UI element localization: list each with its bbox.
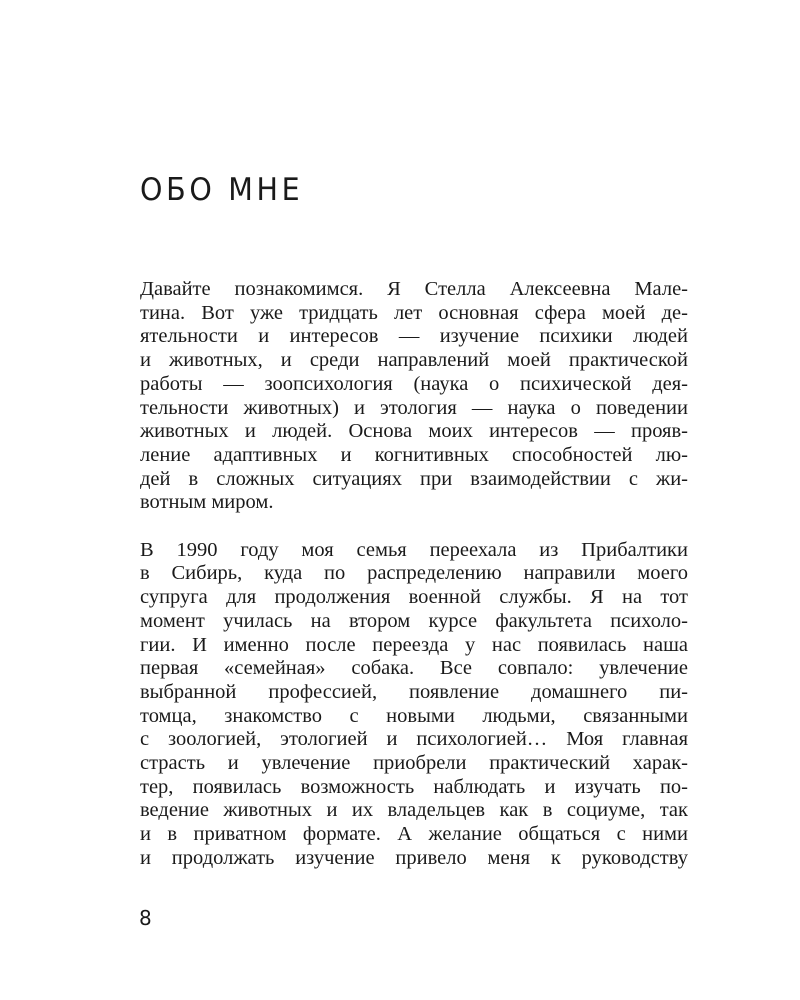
text-line: и животных, и среди направлений моей практической	[140, 349, 688, 372]
paragraph-2	[140, 539, 688, 871]
text-line: и продолжать изучение привело меня к руководству	[140, 846, 688, 869]
text-line: супруга для продолжения военной службы. Я на тот	[140, 586, 688, 609]
paragraph-1	[140, 278, 688, 515]
text-line: момент училась на втором курсе факультета психоло-	[140, 609, 688, 632]
text-line: ятельности и интересов — изучение психики людей	[140, 325, 688, 348]
text-line: Давайте познакомимся. Я Стелла Алексеевна Мале-	[140, 278, 688, 300]
text-line: тер, появилась возможность наблюдать и изучать по-	[140, 775, 688, 798]
text-line: работы — зоопсихология (наука о психической дея-	[140, 372, 688, 395]
page-number: 8	[139, 906, 152, 930]
text-line: томца, знакомство с новыми людьми, связанными	[140, 704, 688, 727]
text-line: животных и людей. Основа моих интересов — прояв-	[140, 420, 688, 443]
text-line: и в приватном формате. А желание общаться с ними	[140, 823, 688, 846]
text-line: дей в сложных ситуациях при взаимодействии с жи-	[140, 467, 688, 490]
text-line: вотным миром.	[140, 491, 274, 514]
text-line: ление адаптивных и когнитивных способностей лю-	[140, 443, 688, 466]
text-line: в Сибирь, куда по распределению направили моего	[140, 562, 688, 585]
text-line: выбранной профессией, появление домашнего пи-	[140, 680, 688, 703]
text-line: тина. Вот уже тридцать лет основная сфера моей де-	[140, 301, 688, 324]
page-title: ОБО МНЕ	[140, 172, 304, 208]
body-text	[140, 278, 688, 894]
text-line: с зоологией, этологией и психологией… Моя главная	[140, 728, 688, 751]
text-line: страсть и увлечение приобрели практический харак-	[140, 752, 688, 775]
text-line: первая «семейная» собака. Все совпало: увлечение	[140, 657, 688, 680]
text-line: тельности животных) и этология — наука о поведении	[140, 396, 688, 419]
text-line: гии. И именно после переезда у нас появилась наша	[140, 633, 688, 656]
text-line: В 1990 году моя семья переехала из Прибалтики	[140, 538, 688, 561]
text-line: ведение животных и их владельцев как в социуме, так	[140, 799, 688, 822]
